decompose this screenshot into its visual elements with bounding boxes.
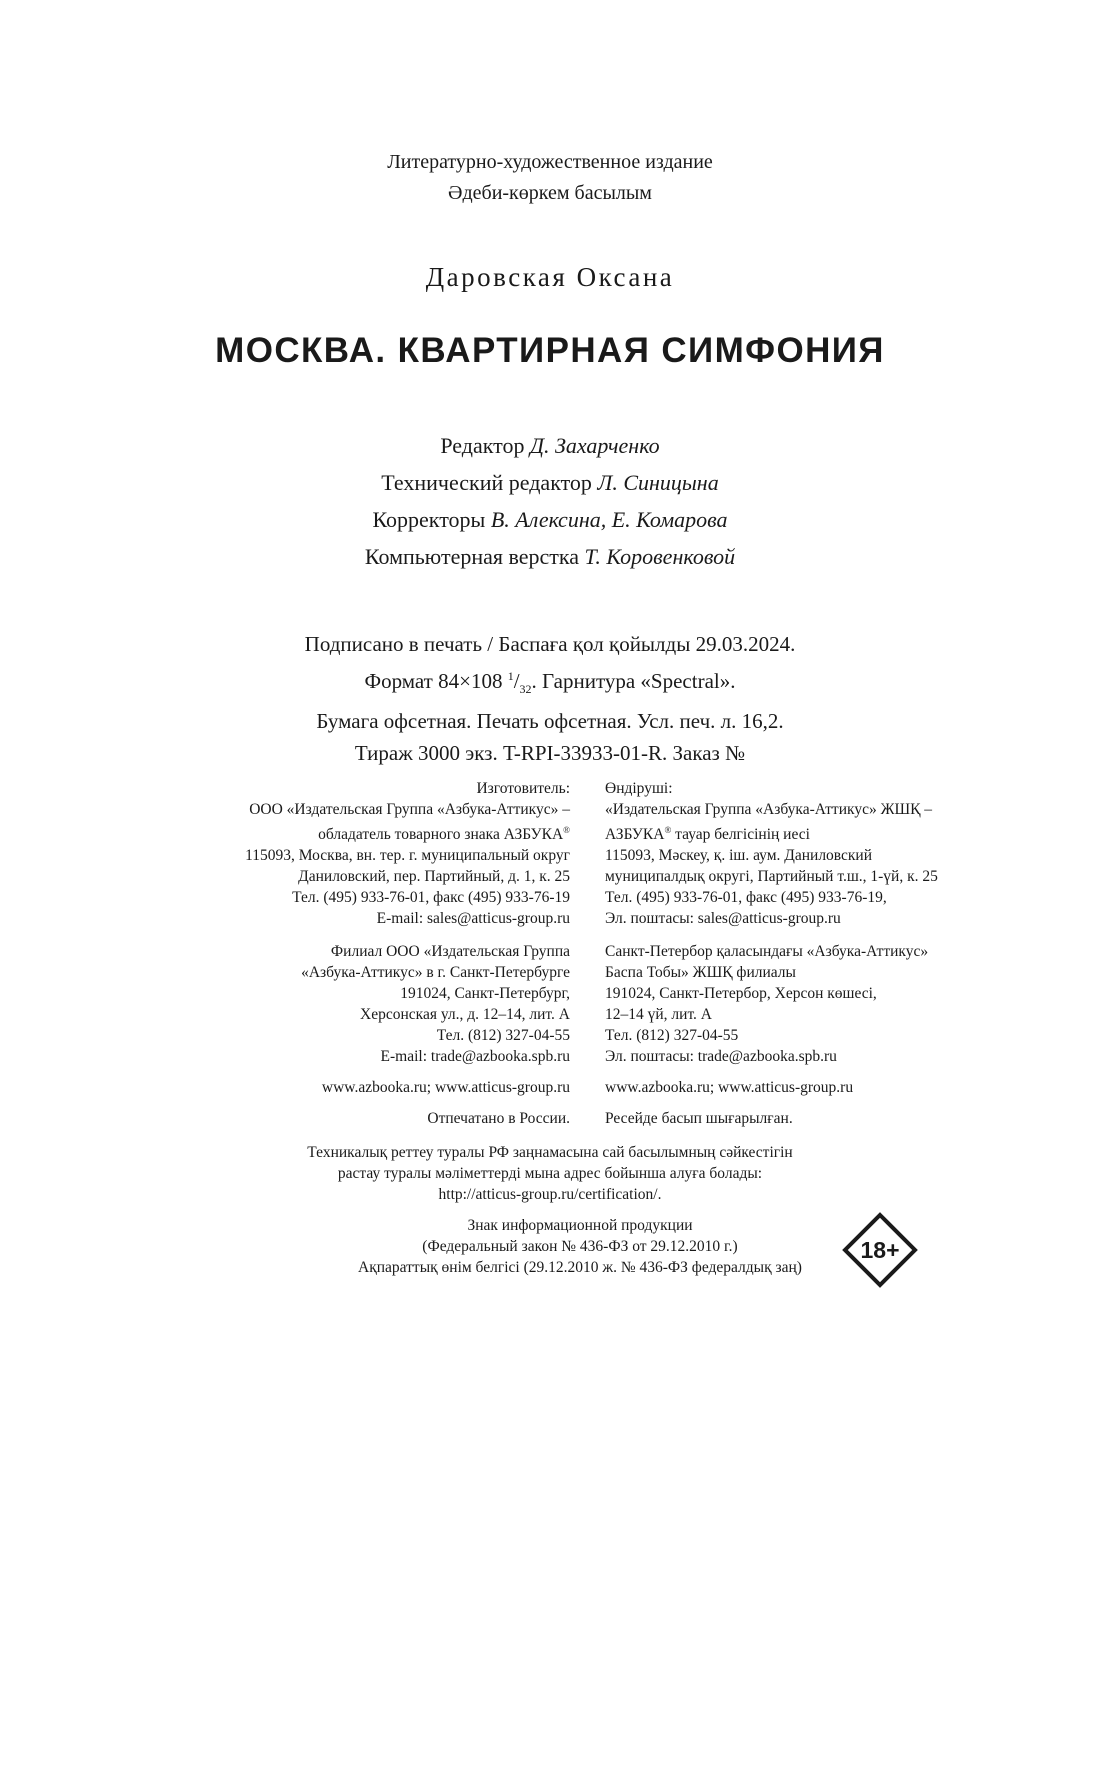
manufacturer-heading: Өндіруші: bbox=[605, 780, 673, 797]
branch-line: 191024, Санкт-Петербург, bbox=[400, 985, 570, 1003]
credit-editor bbox=[0, 427, 1100, 464]
print-info bbox=[0, 628, 1100, 769]
credit-role: Корректоры bbox=[372, 507, 486, 532]
branch-email: Эл. поштасы: trade@azbooka.spb.ru bbox=[605, 1048, 837, 1066]
branch-line: Херсонская ул., д. 12–14, лит. А bbox=[360, 1006, 570, 1024]
manufacturer-email: Эл. поштасы: sales@atticus-group.ru bbox=[605, 910, 841, 928]
age-rating-icon bbox=[842, 1212, 918, 1288]
certification-line: растау туралы мәліметтерді мына адрес бойынша алуға болады: bbox=[337, 1165, 763, 1182]
format-prefix: Формат 84×108 bbox=[364, 669, 503, 693]
branch-kz bbox=[605, 941, 1025, 1067]
edition-type-ru: Литературно-художественное издание bbox=[387, 151, 713, 173]
format-denominator: 32 bbox=[519, 682, 532, 697]
trademark-text: обладатель товарного знака АЗБУКА bbox=[318, 826, 564, 844]
branch-line: Филиал ООО «Издательская Группа bbox=[330, 943, 570, 961]
format-numerator: 1 bbox=[507, 669, 514, 683]
certification-line: Техникалық реттеу туралы РФ заңнамасына сай басылымның сәйкестігін bbox=[307, 1144, 793, 1161]
credit-tech-editor bbox=[0, 464, 1100, 501]
info-sign-line: Ақпараттық өнім белгісі (29.12.2010 ж. № 436-ФЗ федералдық заң) bbox=[358, 1259, 802, 1276]
credits-block bbox=[0, 427, 1100, 575]
branch-line: 12–14 үй, лит. А bbox=[605, 1006, 713, 1024]
credit-role: Технический редактор bbox=[381, 470, 592, 495]
print-paper: Бумага офсетная. Печать офсетная. Усл. печ. л. 16,2. bbox=[316, 709, 784, 734]
branch-phone: Тел. (812) 327-04-55 bbox=[436, 1027, 570, 1045]
manufacturer-line: ООО «Издательская Группа «Азбука-Аттикус» – bbox=[249, 801, 570, 818]
manufacturer-ru bbox=[0, 778, 570, 929]
print-format bbox=[0, 660, 1100, 705]
manufacturer-email: E-mail: sales@atticus-group.ru bbox=[376, 910, 570, 928]
spacer bbox=[605, 1098, 1025, 1108]
branch-email: E-mail: trade@azbooka.spb.ru bbox=[380, 1048, 570, 1066]
print-run: Тираж 3000 экз. T-RPI-33933-01-R. Заказ № bbox=[354, 741, 746, 766]
website-links-ru: www.azbooka.ru; www.atticus-group.ru bbox=[321, 1079, 570, 1097]
trademark-owner-text: тауар белгісінің иесі bbox=[671, 826, 810, 844]
branch-line: Санкт-Петербор қаласындағы «Азбука-Аттикус» bbox=[605, 943, 929, 961]
manufacturer-line: муниципалдық округі, Партийный т.ш., 1-үй, к. 25 bbox=[605, 868, 938, 886]
print-signed: Подписано в печать / Баспаға қол қойылды 29.03.2024. bbox=[304, 632, 796, 656]
branch-line: 191024, Санкт-Петербор, Херсон көшесі, bbox=[605, 985, 877, 1003]
age-rating-label: 18+ bbox=[860, 1237, 900, 1263]
manufacturer-line bbox=[0, 820, 570, 845]
manufacturer-line: 115093, Мәскеу, қ. іш. аум. Даниловский bbox=[605, 847, 873, 865]
manufacturer-heading: Изготовитель: bbox=[476, 780, 570, 797]
spacer bbox=[0, 929, 570, 941]
registered-mark: ® bbox=[664, 825, 672, 835]
manufacturer-line: «Издательская Группа «Азбука-Аттикус» ЖШҚ – bbox=[605, 801, 933, 818]
certification-url: http://atticus-group.ru/certification/. bbox=[438, 1186, 662, 1203]
info-sign-line: Знак информационной продукции bbox=[467, 1217, 693, 1234]
format-suffix: . Гарнитура «Spectral». bbox=[531, 669, 736, 693]
manufacturer-kz bbox=[605, 778, 1025, 929]
column-russian bbox=[0, 778, 570, 1129]
manufacturer-line: 115093, Москва, вн. тер. г. муниципальный округ bbox=[245, 847, 570, 865]
manufacturer-phone: Тел. (495) 933-76-01, факс (495) 933-76-19, bbox=[605, 889, 887, 907]
certification-note bbox=[0, 1142, 1100, 1205]
edition-type-kz: Әдеби-көркем басылым bbox=[448, 182, 652, 204]
manufacturer-phone: Тел. (495) 933-76-01, факс (495) 933-76-19 bbox=[292, 889, 570, 907]
author-name: Даровская Оксана bbox=[425, 262, 675, 292]
branch-line: Баспа Тобы» ЖШҚ филиалы bbox=[605, 964, 796, 982]
spacer bbox=[0, 1067, 570, 1077]
registered-mark: ® bbox=[563, 825, 570, 835]
website-links-kz: www.azbooka.ru; www.atticus-group.ru bbox=[605, 1079, 854, 1097]
credit-layout bbox=[0, 538, 1100, 575]
manufacturer-line: Даниловский, пер. Партийный, д. 1, к. 25 bbox=[298, 868, 570, 886]
branch-line: «Азбука-Аттикус» в г. Санкт-Петербурге bbox=[301, 964, 570, 982]
branch-ru bbox=[0, 941, 570, 1067]
credit-proofreaders bbox=[0, 501, 1100, 538]
credit-name: Т. Коровенковой bbox=[584, 544, 736, 569]
format-separator: / bbox=[513, 669, 520, 693]
spacer bbox=[605, 929, 1025, 941]
spacer bbox=[605, 1067, 1025, 1077]
spacer bbox=[0, 1098, 570, 1108]
printed-in-ru: Отпечатано в России. bbox=[427, 1110, 570, 1128]
credit-name: Л. Синицына bbox=[597, 470, 719, 495]
credit-role: Компьютерная верстка bbox=[364, 544, 580, 569]
credit-role: Редактор bbox=[440, 433, 525, 458]
info-product-sign bbox=[330, 1215, 830, 1278]
trademark-text: АЗБУКА bbox=[605, 826, 665, 844]
column-kazakh bbox=[605, 778, 1025, 1129]
book-title: МОСКВА. КВАРТИРНАЯ СИМФОНИЯ bbox=[215, 331, 885, 370]
edition-type bbox=[0, 147, 1100, 209]
manufacturer-line bbox=[605, 820, 1025, 845]
printed-in-kz: Ресейде басып шығарылған. bbox=[605, 1110, 793, 1128]
branch-phone: Тел. (812) 327-04-55 bbox=[605, 1027, 739, 1045]
credit-name: Д. Захарченко bbox=[529, 433, 660, 458]
info-sign-line: (Федеральный закон № 436-ФЗ от 29.12.2010 г.) bbox=[422, 1238, 738, 1255]
credit-name: В. Алексина, Е. Комарова bbox=[490, 507, 728, 532]
